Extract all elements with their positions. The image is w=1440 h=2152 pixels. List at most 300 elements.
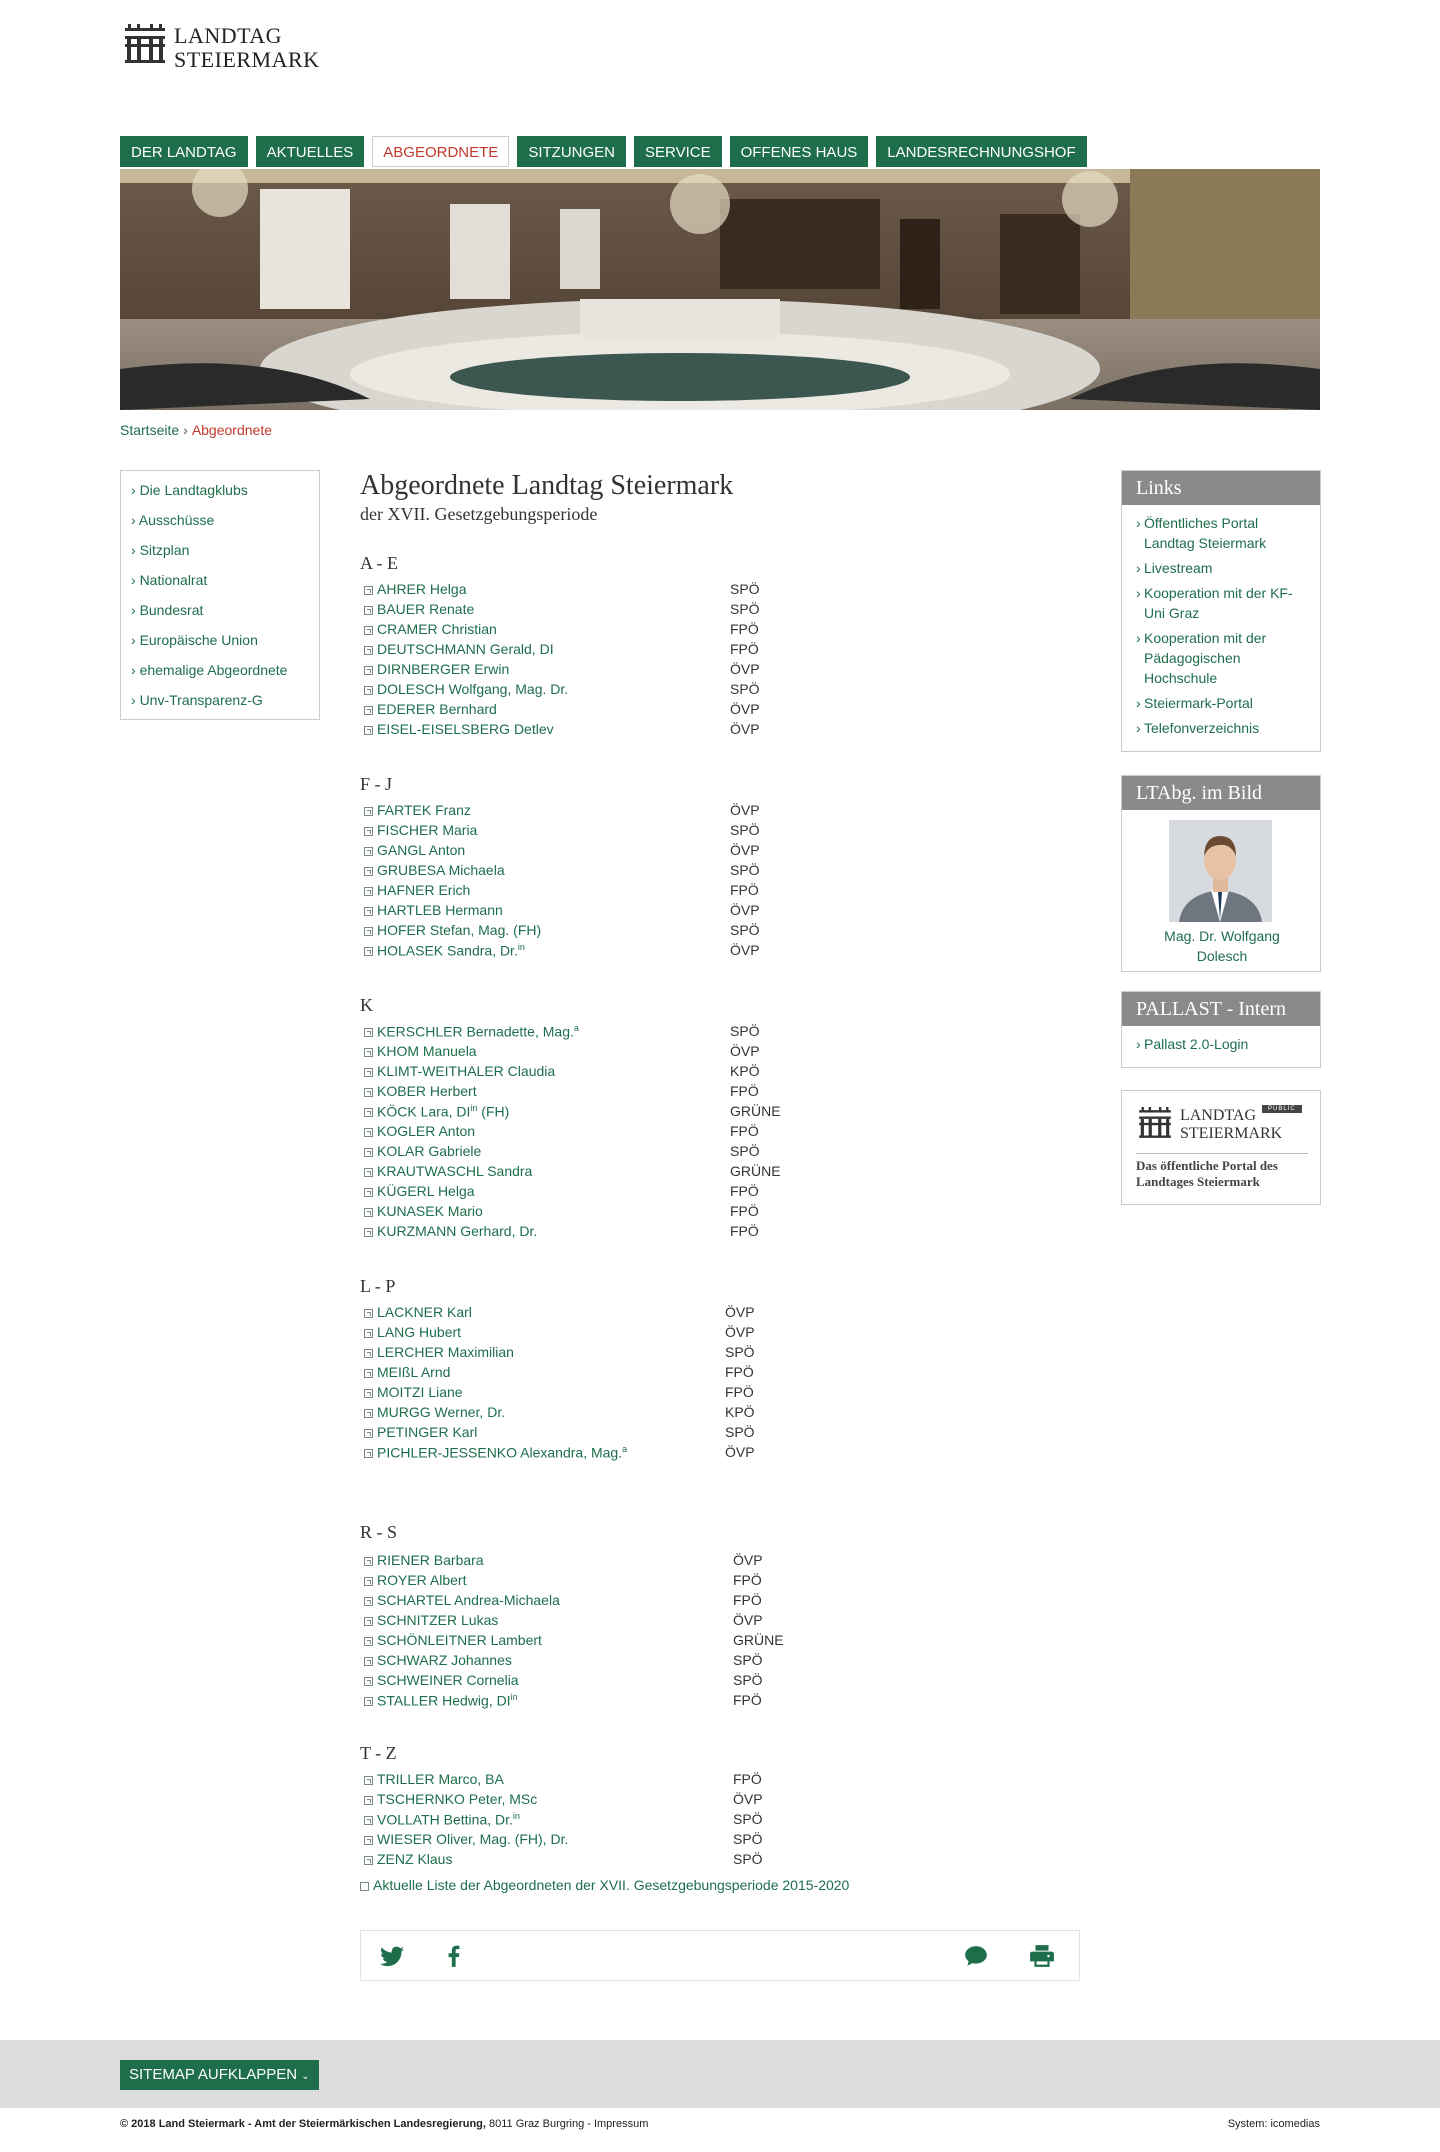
member-name-link[interactable] (377, 1223, 537, 1239)
member-party: ÖVP (730, 661, 760, 677)
member-party: FPÖ (725, 1364, 754, 1380)
subnav-europaeische-union[interactable]: › Europäische Union (121, 625, 319, 655)
member-party: FPÖ (733, 1572, 762, 1588)
external-link-icon (364, 927, 373, 936)
member-name-link[interactable] (377, 1404, 505, 1420)
member-name: MOITZI Liane (377, 1384, 463, 1400)
member-name: KUNASEK Mario (377, 1203, 483, 1219)
member-name-link[interactable] (377, 1203, 483, 1219)
member-name: CRAMER Christian (377, 621, 497, 637)
member-name-link[interactable] (377, 1023, 579, 1040)
nav-sitzungen[interactable]: SITZUNGEN (517, 136, 626, 167)
breadcrumb (120, 422, 272, 438)
member-name-link[interactable] (377, 1652, 512, 1668)
member-name: TSCHERNKO Peter, MSc (377, 1791, 538, 1807)
external-link-icon (364, 1816, 373, 1825)
external-link-icon (364, 1108, 373, 1117)
external-link-icon (364, 1449, 373, 1458)
member-name-link[interactable] (377, 1083, 477, 1099)
member-party: SPÖ (730, 601, 760, 617)
member-row (360, 822, 1060, 842)
member-row (360, 1304, 1060, 1324)
section-heading: K (360, 995, 373, 1015)
external-link-icon (364, 1309, 373, 1318)
member-name-sup: in (512, 1811, 520, 1821)
member-party: FPÖ (730, 1123, 759, 1139)
member-name-link[interactable] (377, 882, 470, 898)
nav-der-landtag[interactable]: DER LANDTAG (120, 136, 248, 167)
member-name-link[interactable] (377, 1384, 463, 1400)
member-party: GRÜNE (733, 1632, 784, 1648)
member-row (360, 882, 1060, 902)
member-row (360, 1043, 1060, 1063)
member-party: SPÖ (733, 1652, 763, 1668)
member-party: ÖVP (725, 1304, 755, 1320)
external-link-icon (364, 1048, 373, 1057)
member-name-link[interactable] (377, 601, 474, 617)
link-livestream[interactable]: › Livestream (1136, 558, 1310, 578)
landtag-building-icon (124, 24, 166, 72)
external-link-icon (364, 1068, 373, 1077)
subnav-unv-transparenz[interactable]: › Unv-Transparenz-G (121, 685, 319, 715)
member-name-link[interactable] (377, 1063, 555, 1079)
external-link-icon (364, 1188, 373, 1197)
member-party: FPÖ (733, 1592, 762, 1608)
member-name-link[interactable] (377, 621, 497, 637)
member-name-sup: a (622, 1444, 628, 1454)
member-party: ÖVP (730, 701, 760, 717)
member-name: KRAUTWASCHL Sandra (377, 1163, 533, 1179)
member-name-sup: a (573, 1023, 579, 1033)
member-party: KPÖ (725, 1404, 755, 1420)
member-name-link[interactable] (377, 661, 509, 677)
member-party: FPÖ (730, 641, 759, 657)
external-link-icon (364, 1349, 373, 1358)
member-party: FPÖ (730, 621, 759, 637)
member-name: DIRNBERGER Erwin (377, 661, 510, 677)
member-name: FARTEK Franz (377, 802, 471, 818)
external-link-icon (364, 686, 373, 695)
member-name: PICHLER-JESSENKO Alexandra, Mag. (377, 1444, 623, 1461)
member-name: KOLAR Gabriele (377, 1143, 482, 1159)
member-name: EISEL-EISELSBERG Detlev (377, 721, 554, 737)
member-row (360, 922, 1060, 942)
member-name-sup: in (510, 1692, 518, 1702)
hero-chamber-image (120, 169, 1320, 410)
member-row (360, 1692, 1060, 1712)
left-subnav (120, 470, 320, 720)
member-row (360, 1183, 1060, 1203)
pallast-box (1121, 991, 1321, 1068)
member-row (360, 1063, 1060, 1083)
member-name-link[interactable] (377, 1123, 475, 1139)
subnav-nationalrat[interactable]: › Nationalrat (121, 565, 319, 595)
member-row (360, 701, 1060, 721)
member-name-link[interactable] (377, 721, 554, 737)
member-name-link[interactable] (377, 1344, 514, 1360)
member-name-link[interactable] (377, 581, 466, 597)
site-logo[interactable] (124, 24, 320, 72)
public-logo-line1: LANDTAG (1180, 1107, 1257, 1124)
member-party: SPÖ (730, 922, 760, 938)
member-name-sup: in (470, 1103, 478, 1113)
member-row (360, 842, 1060, 862)
member-name-link[interactable] (377, 1572, 466, 1588)
member-name-link[interactable] (377, 1592, 560, 1608)
link-kf-uni-graz[interactable]: › Kooperation mit der KF-Uni Graz (1136, 583, 1310, 623)
member-row (360, 681, 1060, 701)
member-row (360, 1592, 1060, 1612)
footer-bar (0, 2040, 1440, 2108)
member-name-link[interactable] (377, 942, 525, 959)
member-name-link[interactable] (377, 842, 465, 858)
member-name: STALLER Hedwig, DI (377, 1692, 511, 1709)
member-party: ÖVP (733, 1612, 763, 1628)
member-party: SPÖ (725, 1344, 755, 1360)
member-name: KÜGERL Helga (377, 1183, 475, 1199)
external-link-icon (364, 827, 373, 836)
member-name-link[interactable] (377, 1424, 477, 1440)
twitter-icon[interactable] (379, 1943, 405, 1969)
member-name: DEUTSCHMANN Gerald, DI (377, 641, 554, 657)
member-name-link[interactable] (377, 701, 497, 717)
external-link-icon (364, 1776, 373, 1785)
member-name-link[interactable] (377, 1163, 532, 1179)
external-link-icon (364, 1409, 373, 1418)
member-name: LANG Hubert (377, 1324, 462, 1340)
member-row (360, 601, 1060, 621)
member-name: FISCHER Maria (377, 822, 478, 838)
member-name: KOBER Herbert (377, 1083, 477, 1099)
member-party: SPÖ (733, 1831, 763, 1847)
member-name: KHOM Manuela (377, 1043, 477, 1059)
current-list-label: Aktuelle Liste der Abgeordneten der XVII. Gesetzgebungsperiode 2015-2020 (373, 1877, 850, 1893)
member-row (360, 1143, 1060, 1163)
nav-landesrechnungshof[interactable]: LANDESRECHNUNGSHOF (876, 136, 1086, 167)
member-name-link[interactable] (377, 822, 477, 838)
member-name-link[interactable] (377, 1552, 484, 1568)
member-party: SPÖ (730, 822, 760, 838)
external-link-icon (364, 1577, 373, 1586)
member-party: SPÖ (733, 1672, 763, 1688)
main-content (360, 470, 1080, 1893)
member-party: FPÖ (730, 1083, 759, 1099)
nav-offenes-haus[interactable]: OFFENES HAUS (730, 136, 869, 167)
sitemap-label: SITEMAP AUFKLAPPEN (129, 2066, 298, 2083)
member-name: GANGL Anton (377, 842, 466, 858)
public-logo-line2: STEIERMARK (1180, 1125, 1283, 1142)
member-row (360, 1344, 1060, 1364)
member-party: SPÖ (730, 681, 760, 697)
member-party: FPÖ (725, 1384, 754, 1400)
photo-caption[interactable]: Mag. Dr. Wolfgang Dolesch (1164, 928, 1280, 964)
member-row (360, 1791, 1060, 1811)
member-name-link[interactable] (377, 1632, 542, 1648)
photo-box-title: LTAbg. im Bild (1122, 776, 1320, 810)
member-name-link[interactable] (377, 1692, 518, 1709)
member-name-link[interactable] (377, 1324, 461, 1340)
member-row (360, 581, 1060, 601)
nav-aktuelles[interactable]: AKTUELLES (256, 136, 365, 167)
member-name: SCHÖNLEITNER Lambert (377, 1632, 542, 1648)
member-name: DOLESCH Wolfgang, Mag. Dr. (377, 681, 569, 697)
facebook-icon[interactable] (441, 1943, 467, 1969)
copyright-rest[interactable]: 8011 Graz Burgring - Impressum (485, 2118, 649, 2130)
member-name: KURZMANN Gerhard, Dr. (377, 1223, 538, 1239)
member-name-link[interactable] (377, 1612, 498, 1628)
member-name: SCHARTEL Andrea-Michaela (377, 1592, 560, 1608)
member-row (360, 1324, 1060, 1344)
member-name: AHRER Helga (377, 581, 467, 597)
member-row (360, 1672, 1060, 1692)
subnav-landtagklubs[interactable]: › Die Landtagklubs (121, 475, 319, 505)
member-row (360, 661, 1060, 681)
member-name: BAUER Renate (377, 601, 475, 617)
external-link-icon (364, 1836, 373, 1845)
breadcrumb-separator: › (183, 422, 188, 438)
member-row (360, 1572, 1060, 1592)
external-link-icon (364, 1208, 373, 1217)
member-name: GRUBESA Michaela (377, 862, 505, 878)
external-link-icon (364, 807, 373, 816)
member-party: ÖVP (730, 902, 760, 918)
member-party: SPÖ (730, 1023, 760, 1039)
member-row (360, 1083, 1060, 1103)
external-link-icon (364, 907, 373, 916)
external-link-icon (364, 1856, 373, 1865)
page-subtitle: der XVII. Gesetzgebungsperiode (360, 504, 598, 524)
public-badge: PUBLIC (1262, 1105, 1302, 1113)
member-party: ÖVP (730, 802, 760, 818)
member-row (360, 1123, 1060, 1143)
member-name: ROYER Albert (377, 1572, 467, 1588)
section-heading: L - P (360, 1276, 396, 1296)
member-party: ÖVP (733, 1552, 763, 1568)
external-link-icon (364, 1429, 373, 1438)
current-list-link[interactable] (360, 1877, 849, 1893)
member-name: SCHWARZ Johannes (377, 1652, 512, 1668)
links-box-title: Links (1122, 471, 1320, 505)
external-link-icon (364, 847, 373, 856)
member-name-link[interactable] (377, 862, 505, 878)
external-link-icon (364, 1228, 373, 1237)
external-link-icon (364, 1637, 373, 1646)
subnav-sitzplan[interactable]: › Sitzplan (121, 535, 319, 565)
member-party: ÖVP (730, 721, 760, 737)
member-name-link[interactable] (377, 1851, 452, 1867)
member-name: LERCHER Maximilian (377, 1344, 514, 1360)
member-name: KERSCHLER Bernadette, Mag. (377, 1023, 574, 1040)
external-link-icon (364, 947, 373, 956)
link-oeffentliches-portal[interactable]: › Öffentliches Portal Landtag Steiermark (1136, 513, 1310, 553)
member-party: SPÖ (730, 1143, 760, 1159)
member-name: KLIMT-WEITHALER Claudia (377, 1063, 556, 1079)
breadcrumb-home[interactable]: Startseite (120, 422, 180, 438)
external-link-icon (364, 1557, 373, 1566)
member-name: MEIßL Arnd (377, 1364, 451, 1380)
member-row (360, 1023, 1060, 1043)
external-link-icon (364, 1168, 373, 1177)
external-link-icon (364, 1148, 373, 1157)
external-link-icon (364, 1597, 373, 1606)
member-name: SCHWEINER Cornelia (377, 1672, 519, 1688)
member-party: ÖVP (733, 1791, 763, 1807)
member-name-link[interactable] (377, 1831, 568, 1847)
nav-service[interactable]: SERVICE (634, 136, 722, 167)
member-portrait-image[interactable] (1169, 820, 1272, 922)
member-row (360, 1552, 1060, 1572)
member-name: KÖCK Lara, DI (377, 1103, 471, 1120)
external-link-icon (364, 1329, 373, 1338)
member-party: SPÖ (733, 1811, 763, 1827)
external-link-icon (364, 1617, 373, 1626)
copyright-bold: © 2018 Land Steiermark - Amt der Steiermärkischen Landesregierung, (120, 2118, 486, 2130)
external-link-icon (364, 1369, 373, 1378)
member-party: SPÖ (733, 1851, 763, 1867)
external-link-icon (364, 706, 373, 715)
member-name-link[interactable] (377, 641, 554, 657)
page-title: Abgeordnete Landtag Steiermark (360, 470, 734, 501)
member-row (360, 1424, 1060, 1444)
links-box (1121, 470, 1321, 752)
member-party: GRÜNE (730, 1103, 781, 1119)
member-row (360, 862, 1060, 882)
member-party: FPÖ (730, 1223, 759, 1239)
external-link-icon (364, 1028, 373, 1037)
member-party: ÖVP (725, 1324, 755, 1340)
member-name-link[interactable] (377, 802, 471, 818)
comment-icon[interactable] (963, 1943, 989, 1969)
member-name-link[interactable] (377, 1811, 520, 1828)
print-icon[interactable] (1029, 1943, 1055, 1969)
member-party: FPÖ (730, 1203, 759, 1219)
nav-abgeordnete[interactable]: ABGEORDNETE (372, 136, 509, 167)
section-heading: A - E (360, 553, 398, 573)
logo-line1: LANDTAG (174, 23, 283, 48)
member-row (360, 1851, 1060, 1871)
member-row (360, 721, 1060, 741)
external-link-icon (364, 1088, 373, 1097)
member-name-link[interactable] (377, 1444, 627, 1461)
member-row (360, 902, 1060, 922)
member-row (360, 942, 1060, 962)
external-link-icon (364, 887, 373, 896)
member-name: HAFNER Erich (377, 882, 471, 898)
member-name-link[interactable] (377, 1672, 519, 1688)
chevron-down-icon: ⌄ (301, 2071, 310, 2082)
subnav-bundesrat[interactable]: › Bundesrat (121, 595, 319, 625)
member-row (360, 1384, 1060, 1404)
logo-line2: STEIERMARK (174, 47, 320, 72)
member-name: HOLASEK Sandra, Dr. (377, 942, 518, 959)
external-link-icon (364, 1128, 373, 1137)
member-name: SCHNITZER Lukas (377, 1612, 499, 1628)
member-row (360, 1203, 1060, 1223)
share-bar (360, 1930, 1080, 1981)
member-name-link[interactable] (377, 1791, 537, 1807)
public-portal-tagline: Das öffentliche Portal des Landtages Steiermark (1136, 1158, 1278, 1189)
member-party: FPÖ (733, 1692, 762, 1708)
member-row (360, 1811, 1060, 1831)
member-name-link[interactable] (377, 1143, 481, 1159)
public-portal-banner[interactable] (1121, 1090, 1321, 1205)
section-heading: T - Z (360, 1743, 397, 1763)
member-row (360, 1771, 1060, 1791)
link-telefonverzeichnis[interactable]: › Telefonverzeichnis (1136, 718, 1310, 738)
member-name-sup: in (517, 942, 525, 952)
member-row (360, 1364, 1060, 1384)
member-party: SPÖ (730, 862, 760, 878)
member-row (360, 1444, 1060, 1464)
member-name: RIENER Barbara (377, 1552, 484, 1568)
member-row (360, 1163, 1060, 1183)
member-name: ZENZ Klaus (377, 1851, 453, 1867)
member-party: SPÖ (725, 1424, 755, 1440)
member-row (360, 1103, 1060, 1123)
member-name-link[interactable] (377, 1183, 475, 1199)
member-name-link[interactable] (377, 1304, 472, 1320)
external-link-icon (364, 1389, 373, 1398)
member-name: EDERER Bernhard (377, 701, 497, 717)
member-name-link[interactable] (377, 1364, 450, 1380)
member-row (360, 1632, 1060, 1652)
main-nav (120, 136, 1087, 167)
pallast-box-title: PALLAST - Intern (1122, 992, 1320, 1026)
member-party: ÖVP (730, 1043, 760, 1059)
link-paedagogische-hochschule[interactable]: › Kooperation mit der Pädagogischen Hochschule (1136, 628, 1310, 688)
external-link-icon (364, 1697, 373, 1706)
section-heading: R - S (360, 1522, 398, 1542)
member-party: FPÖ (730, 1183, 759, 1199)
link-pallast-login[interactable]: › Pallast 2.0-Login (1136, 1034, 1310, 1054)
member-name-link[interactable] (377, 1771, 504, 1787)
breadcrumb-current: Abgeordnete (191, 422, 272, 438)
subnav-ehemalige-abgeordnete[interactable]: › ehemalige Abgeordnete (121, 655, 319, 685)
system-credit: System: icomedias (1227, 2118, 1320, 2130)
member-row (360, 641, 1060, 661)
link-steiermark-portal[interactable]: › Steiermark-Portal (1136, 693, 1310, 713)
member-party: FPÖ (733, 1771, 762, 1787)
member-name-link[interactable] (377, 1103, 509, 1120)
external-link-icon (364, 1657, 373, 1666)
member-name: VOLLATH Bettina, Dr. (377, 1811, 513, 1828)
sitemap-toggle-button[interactable] (120, 2060, 319, 2090)
member-row (360, 1831, 1060, 1851)
member-row (360, 1612, 1060, 1632)
subnav-ausschuesse[interactable]: › Ausschüsse (121, 505, 319, 535)
member-name: PETINGER Karl (377, 1424, 478, 1440)
member-name-link[interactable] (377, 1043, 477, 1059)
external-link-icon (360, 1882, 369, 1891)
member-row (360, 621, 1060, 641)
member-name: HARTLEB Hermann (377, 902, 503, 918)
member-name: TRILLER Marco, BA (377, 1771, 504, 1787)
member-name-link[interactable] (377, 922, 541, 938)
external-link-icon (364, 666, 373, 675)
external-link-icon (364, 586, 373, 595)
member-name-link[interactable] (377, 902, 503, 918)
member-party: ÖVP (730, 942, 760, 958)
external-link-icon (364, 606, 373, 615)
member-party: FPÖ (730, 882, 759, 898)
member-name-link[interactable] (377, 681, 568, 697)
copyright (120, 2118, 648, 2130)
member-party: ÖVP (730, 842, 760, 858)
external-link-icon (364, 726, 373, 735)
member-name-suffix: (FH) (477, 1103, 510, 1120)
member-row (360, 1223, 1060, 1243)
public-portal-building-icon (1138, 1107, 1172, 1145)
